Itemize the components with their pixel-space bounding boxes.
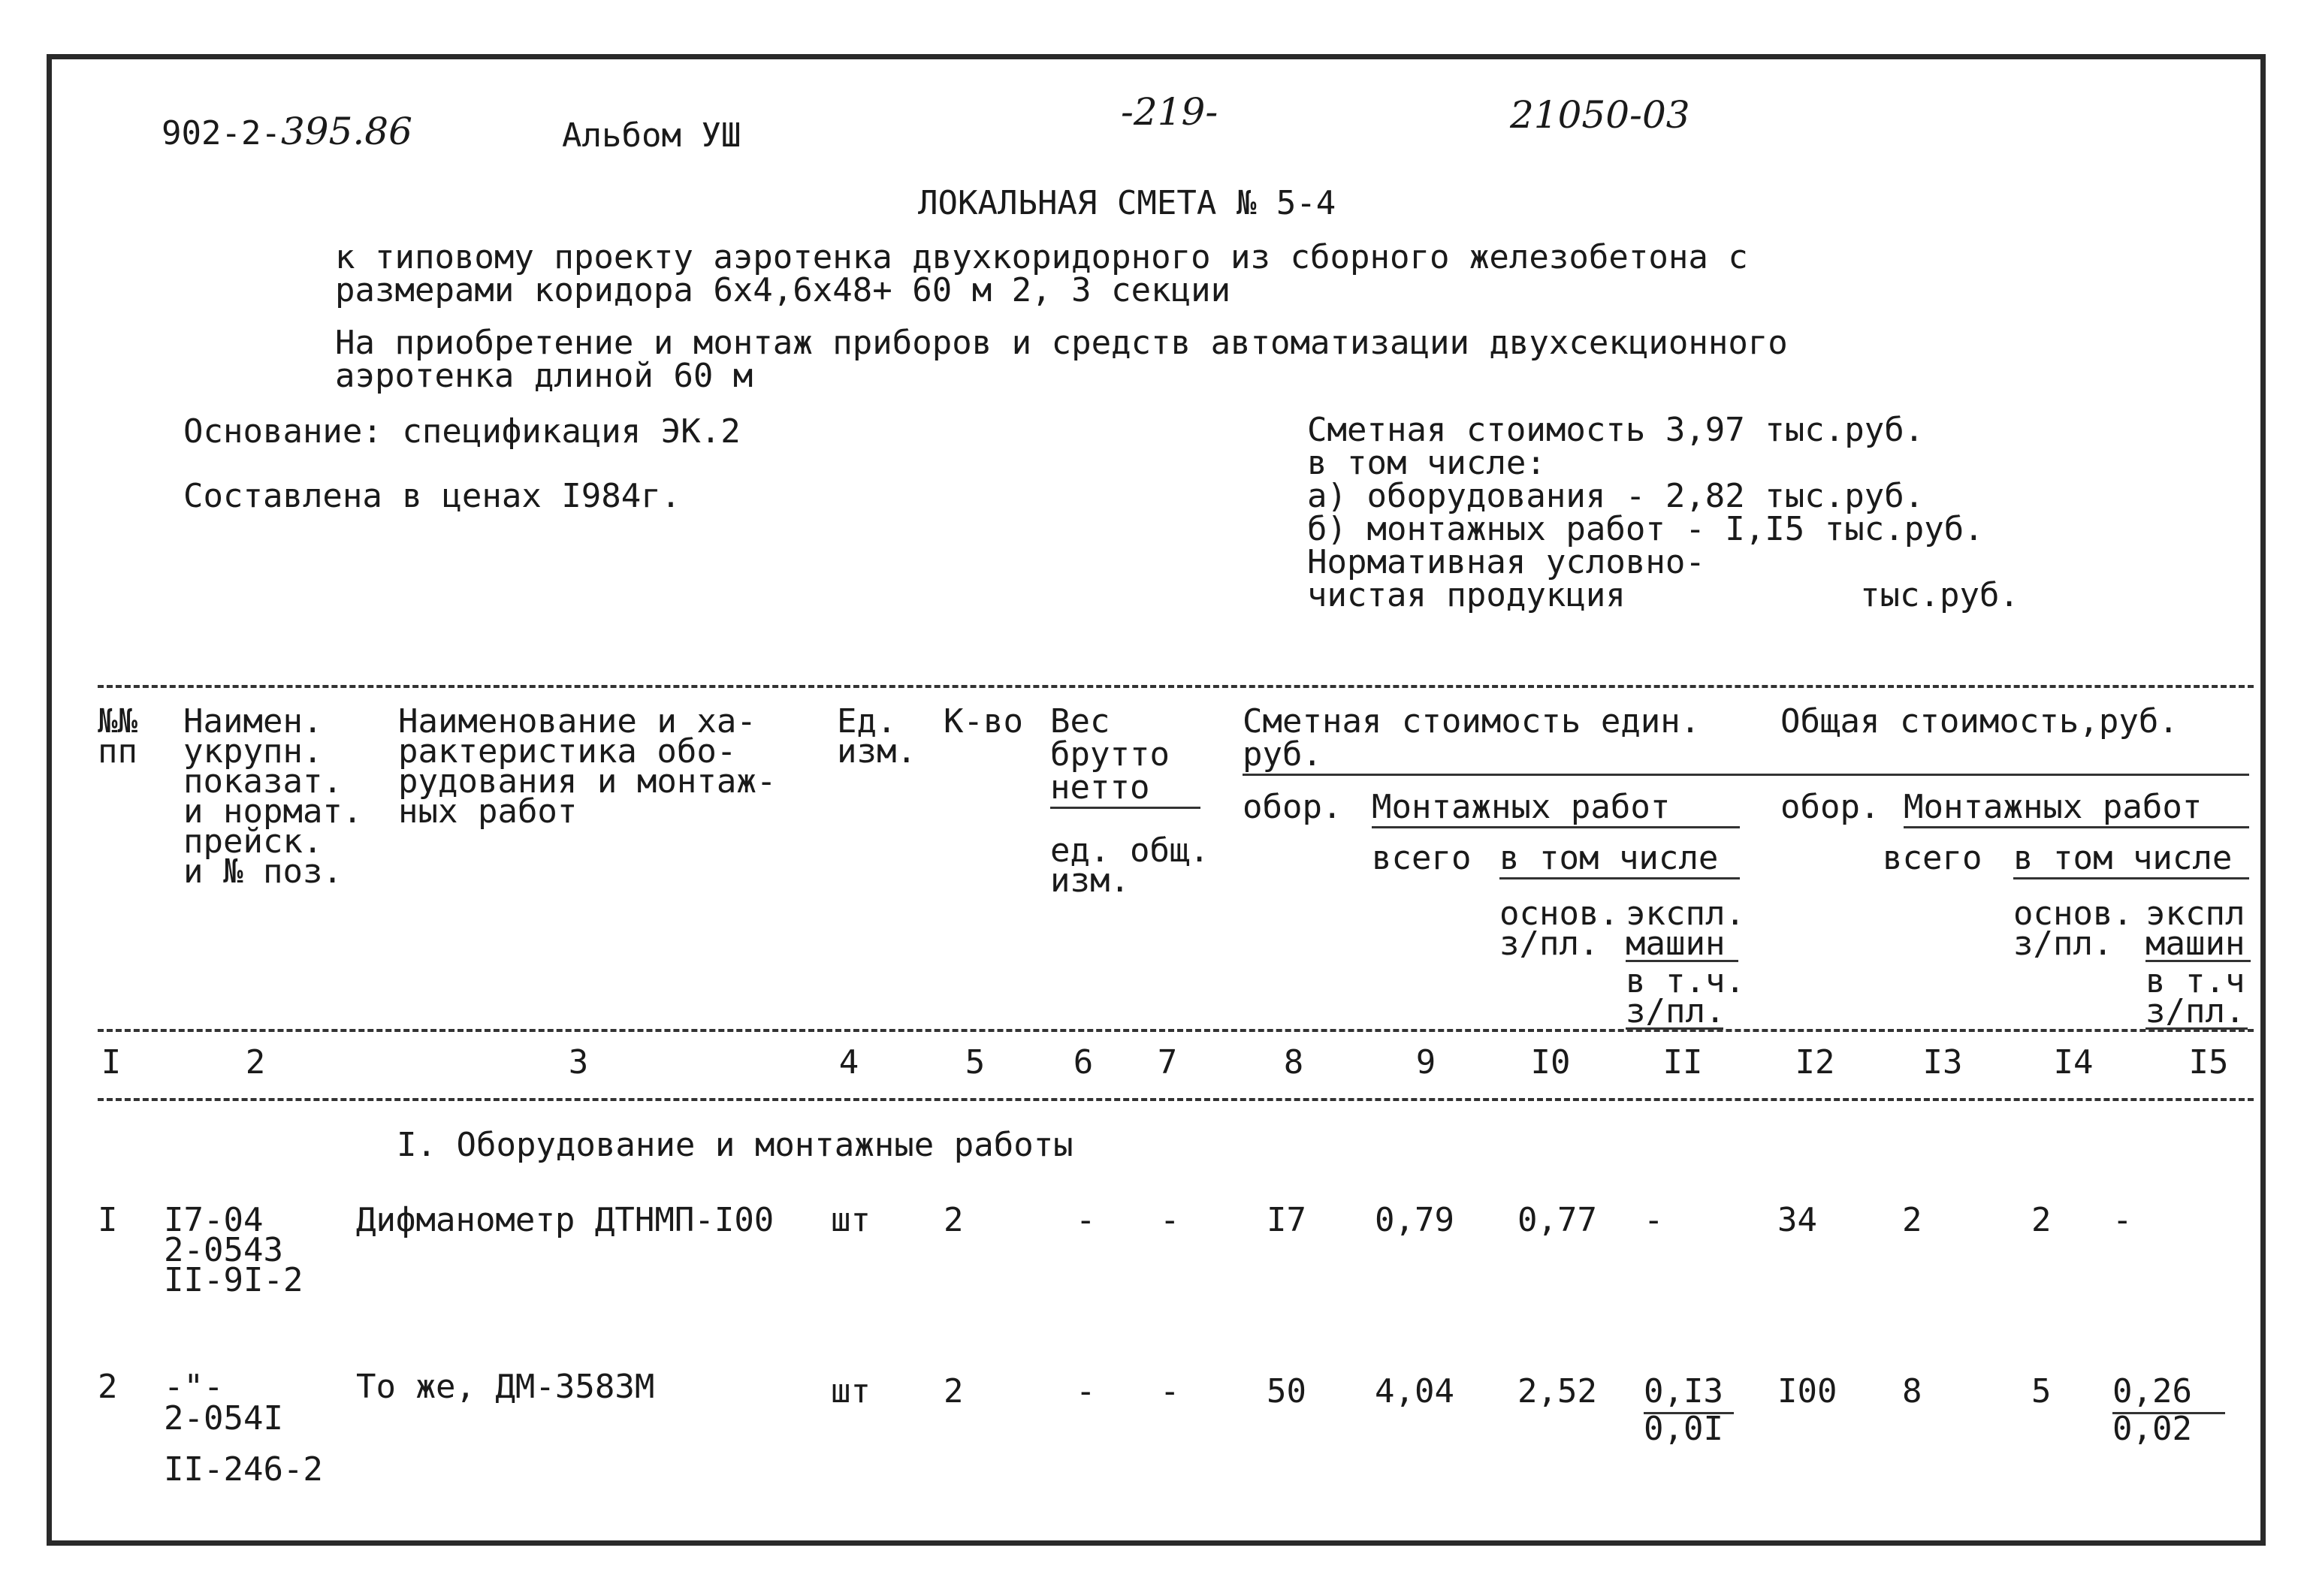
normative-label-2: чистая продукция <box>1307 576 1626 614</box>
subtitle-line-2: размерами коридора 6х4,6х48+ 60 м 2, 3 секции <box>335 271 1231 309</box>
equipment-cost: а) оборудования - 2,82 тыс.руб. <box>1307 477 1925 515</box>
normative-unit: тыс.руб. <box>1860 576 2019 614</box>
album-label: Альбом УШ <box>562 116 741 155</box>
estimated-cost: Сметная стоимость 3,97 тыс.руб. <box>1307 411 1925 449</box>
project-code: 902-2-395.86 <box>162 110 412 153</box>
column-number-rule <box>98 1098 2254 1101</box>
including-label: в том числе: <box>1307 444 1546 482</box>
page-number: -219- <box>1121 90 1218 134</box>
document-title: ЛОКАЛЬНАЯ СМЕТА № 5-4 <box>918 184 1336 222</box>
subtitle-line-4: аэротенка длиной 60 м <box>335 357 753 395</box>
subtitle-line-1: к типовому проекту аэротенка двухкоридорного из сборного железобетона с <box>335 238 1748 276</box>
basis: Основание: спецификация ЭК.2 <box>183 412 741 451</box>
normative-label-1: Нормативная условно- <box>1307 543 1705 581</box>
header-bottom-rule <box>98 1029 2254 1032</box>
table-top-rule <box>98 685 2254 688</box>
document-number: 21050-03 <box>1510 93 1690 137</box>
prices-year: Составлена в ценах I984г. <box>183 477 681 515</box>
section-title: I. Оборудование и монтажные работы <box>397 1126 1073 1164</box>
installation-cost: б) монтажных работ - I,I5 тыс.руб. <box>1307 510 1984 548</box>
subtitle-line-3: На приобретение и монтаж приборов и средств автоматизации двухсекционного <box>335 324 1788 362</box>
